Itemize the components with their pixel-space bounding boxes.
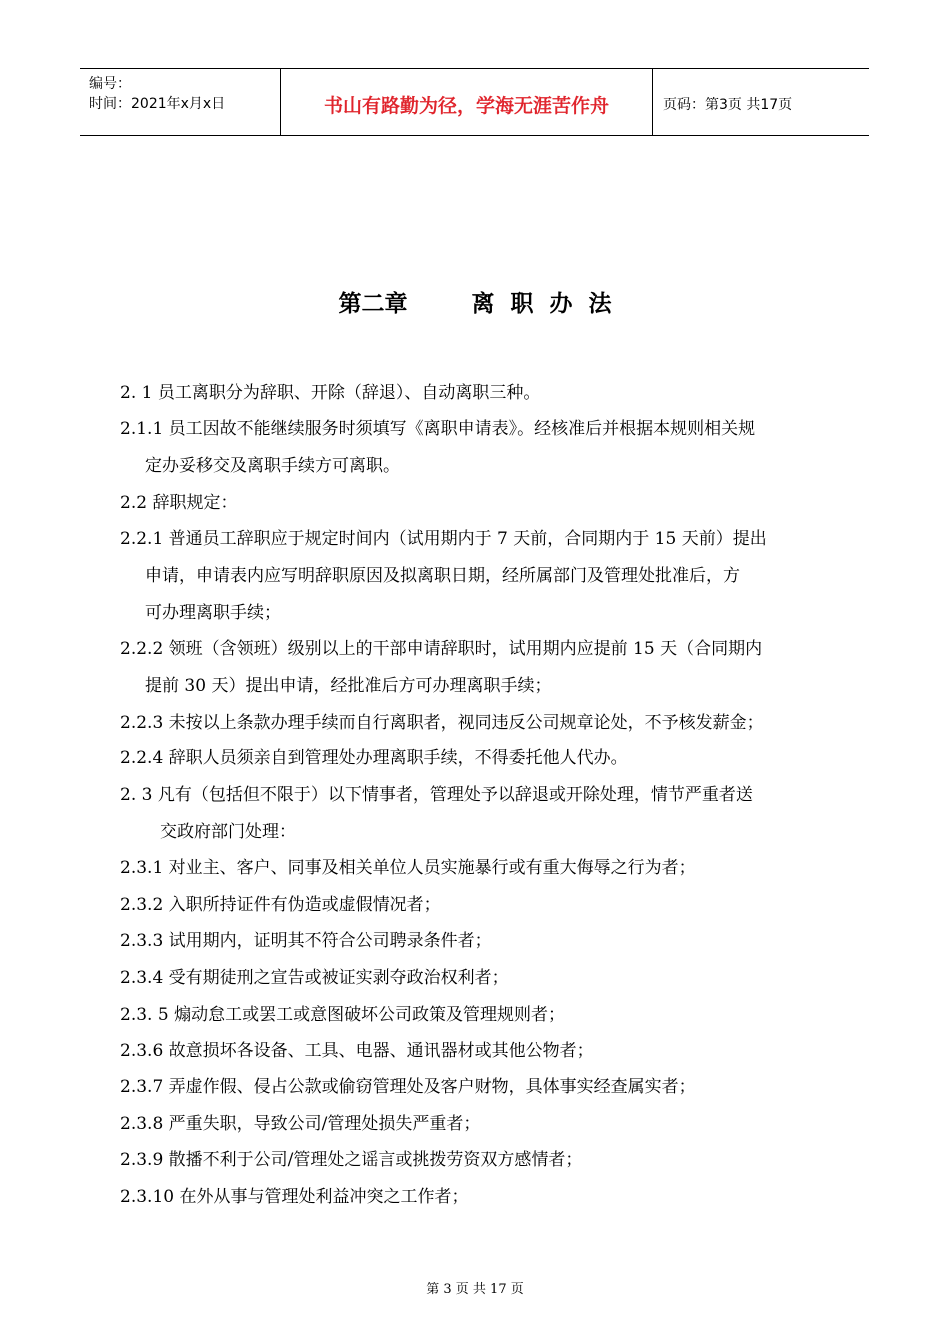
paragraph: 2.3.7 弄虚作假、侵占公款或偷窃管理处及客户财物，具体事实经查属实者； [120,1077,696,1097]
paragraph: 2. 3 凡有（包括但不限于）以下情事者，管理处予以辞退或开除处理，情节严重者送 [120,785,753,805]
paragraph: 2. 1 员工离职分为辞职、开除（辞退）、自动离职三种。 [120,383,541,403]
paragraph-continuation: 定办妥移交及离职手续方可离职。 [145,456,400,476]
paragraph: 2.3.10 在外从事与管理处利益冲突之工作者； [120,1187,469,1207]
paragraph: 2.3.1 对业主、客户、同事及相关单位人员实施暴行或有重大侮辱之行为者； [120,858,696,878]
number-label: 编号： [89,76,131,92]
paragraph: 2.2.2 领班（含领班）级别以上的干部申请辞职时，试用期内应提前 15 天（合同期内 [120,639,763,659]
paragraph: 2.3.3 试用期内，证明其不符合公司聘录条件者； [120,931,492,951]
paragraph-continuation: 可办理离职手续； [145,603,281,623]
paragraph-continuation: 交政府部门处理： [160,822,296,842]
paragraph: 2.2.3 未按以上条款办理手续而自行离职者，视同违反公司规章论处，不予核发薪金； [120,713,764,733]
paragraph: 2.3.9 散播不利于公司/管理处之谣言或挑拨劳资双方感情者； [120,1150,583,1170]
paragraph: 2.3. 5 煽动怠工或罢工或意图破坏公司政策及管理规则者； [120,1005,566,1025]
paragraph: 2.3.8 严重失职，导致公司/管理处损失严重者； [120,1114,481,1134]
page-footer: 第 3 页 共 17 页 [426,1282,524,1297]
time-label: 时间：2021年x月x日 [89,96,226,112]
paragraph-continuation: 申请，申请表内应写明辞职原因及拟离职日期，经所属部门及管理处批准后，方 [145,566,740,586]
header-motto-cell [281,69,653,135]
paragraph: 2.3.2 入职所持证件有伪造或虚假情况者； [120,895,441,915]
header-page-cell [653,69,869,135]
paragraph-continuation: 提前 30 天）提出申请，经批准后方可办理离职手续； [145,676,552,696]
paragraph: 2.2.4 辞职人员须亲自到管理处办理离职手续，不得委托他人代办。 [120,748,628,768]
paragraph: 2.3.6 故意损坏各设备、工具、电器、通讯器材或其他公物者； [120,1041,594,1061]
paragraph: 2.1.1 员工因故不能继续服务时须填写《离职申请表》。经核准后并根据本规则相关规 [120,419,756,439]
paragraph: 2.3.4 受有期徒刑之宣告或被证实剥夺政治权利者； [120,968,509,988]
paragraph: 2.2.1 普通员工辞职应于规定时间内（试用期内于 7 天前，合同期内于 15 天前）提出 [120,529,767,549]
page-header [80,68,869,136]
paragraph: 2.2 辞职规定： [120,493,238,513]
motto: 书山有路勤为径，学海无涯苦作舟 [323,95,609,117]
chapter-title: 第二章 离 职 办 法 [338,291,612,317]
page-code: 页码：第3页 共17页 [663,97,793,113]
header-meta-cell [80,69,281,135]
